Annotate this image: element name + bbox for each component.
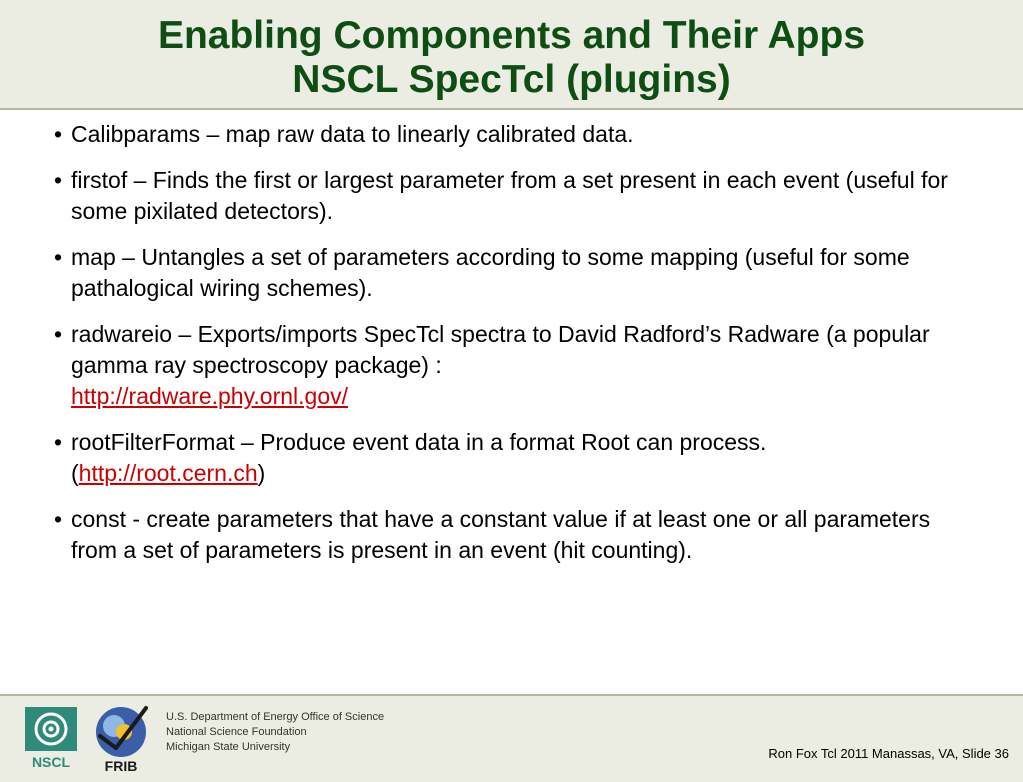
bullet-list [54, 119, 974, 581]
agency-list [166, 710, 384, 755]
bullet-text: const - create parameters that have a constant value if at least one or all parameters from a set of parameters is present in an event (hit counting). [71, 506, 931, 563]
slide-title-line-1: Enabling Components and Their Apps [157, 14, 866, 57]
bullet-calibparams [54, 119, 974, 150]
nscl-logo-core [49, 727, 54, 732]
slide-footer-info: Ron Fox Tcl 2011 Manassas, VA, Slide 36 [768, 746, 1009, 761]
bullet-dot: • [54, 321, 63, 347]
frib-logo [88, 702, 154, 774]
bullet-radwareio [54, 319, 974, 412]
bullet-firstof [54, 165, 974, 227]
bullet-const [54, 504, 974, 566]
agency-msu: Michigan State University [166, 741, 291, 753]
nscl-logo-text: NSCL [31, 754, 71, 770]
slide-title-line-2: NSCL SpecTcl (plugins) [292, 58, 731, 101]
root-cern-link[interactable]: http://root.cern.ch [78, 460, 258, 486]
paren-open: ( [71, 460, 79, 486]
bullet-dot: • [54, 429, 63, 455]
title-band [0, 0, 1023, 110]
bullet-map [54, 242, 974, 304]
agency-doe: U.S. Department of Energy Office of Science [166, 711, 385, 723]
bullet-text: firstof – Finds the first or largest parameter from a set present in each event (useful for some pixilated detectors). [71, 167, 948, 224]
agency-nsf: National Science Foundation [166, 726, 307, 738]
bullet-dot: • [54, 167, 63, 193]
bullet-text: radwareio – Exports/imports SpecTcl spectra to David Radford’s Radware (a popular gamma ray spectroscopy package) : [71, 321, 930, 378]
bullet-dot: • [54, 121, 63, 147]
bullet-dot: • [54, 244, 63, 270]
bullet-text: map – Untangles a set of parameters according to some mapping (useful for some pathalogical wiring schemes). [71, 244, 910, 301]
bullet-rootfilterformat [54, 427, 974, 489]
bullet-text: Calibparams – map raw data to linearly calibrated data. [71, 121, 634, 147]
paren-close: ) [257, 460, 266, 486]
bullet-dot: • [54, 506, 63, 532]
bullet-text: rootFilterFormat – Produce event data in a format Root can process. [71, 429, 767, 455]
radware-link[interactable]: http://radware.phy.ornl.gov/ [71, 383, 348, 409]
frib-logo-text: FRIB [104, 758, 138, 774]
nscl-logo [24, 706, 78, 772]
